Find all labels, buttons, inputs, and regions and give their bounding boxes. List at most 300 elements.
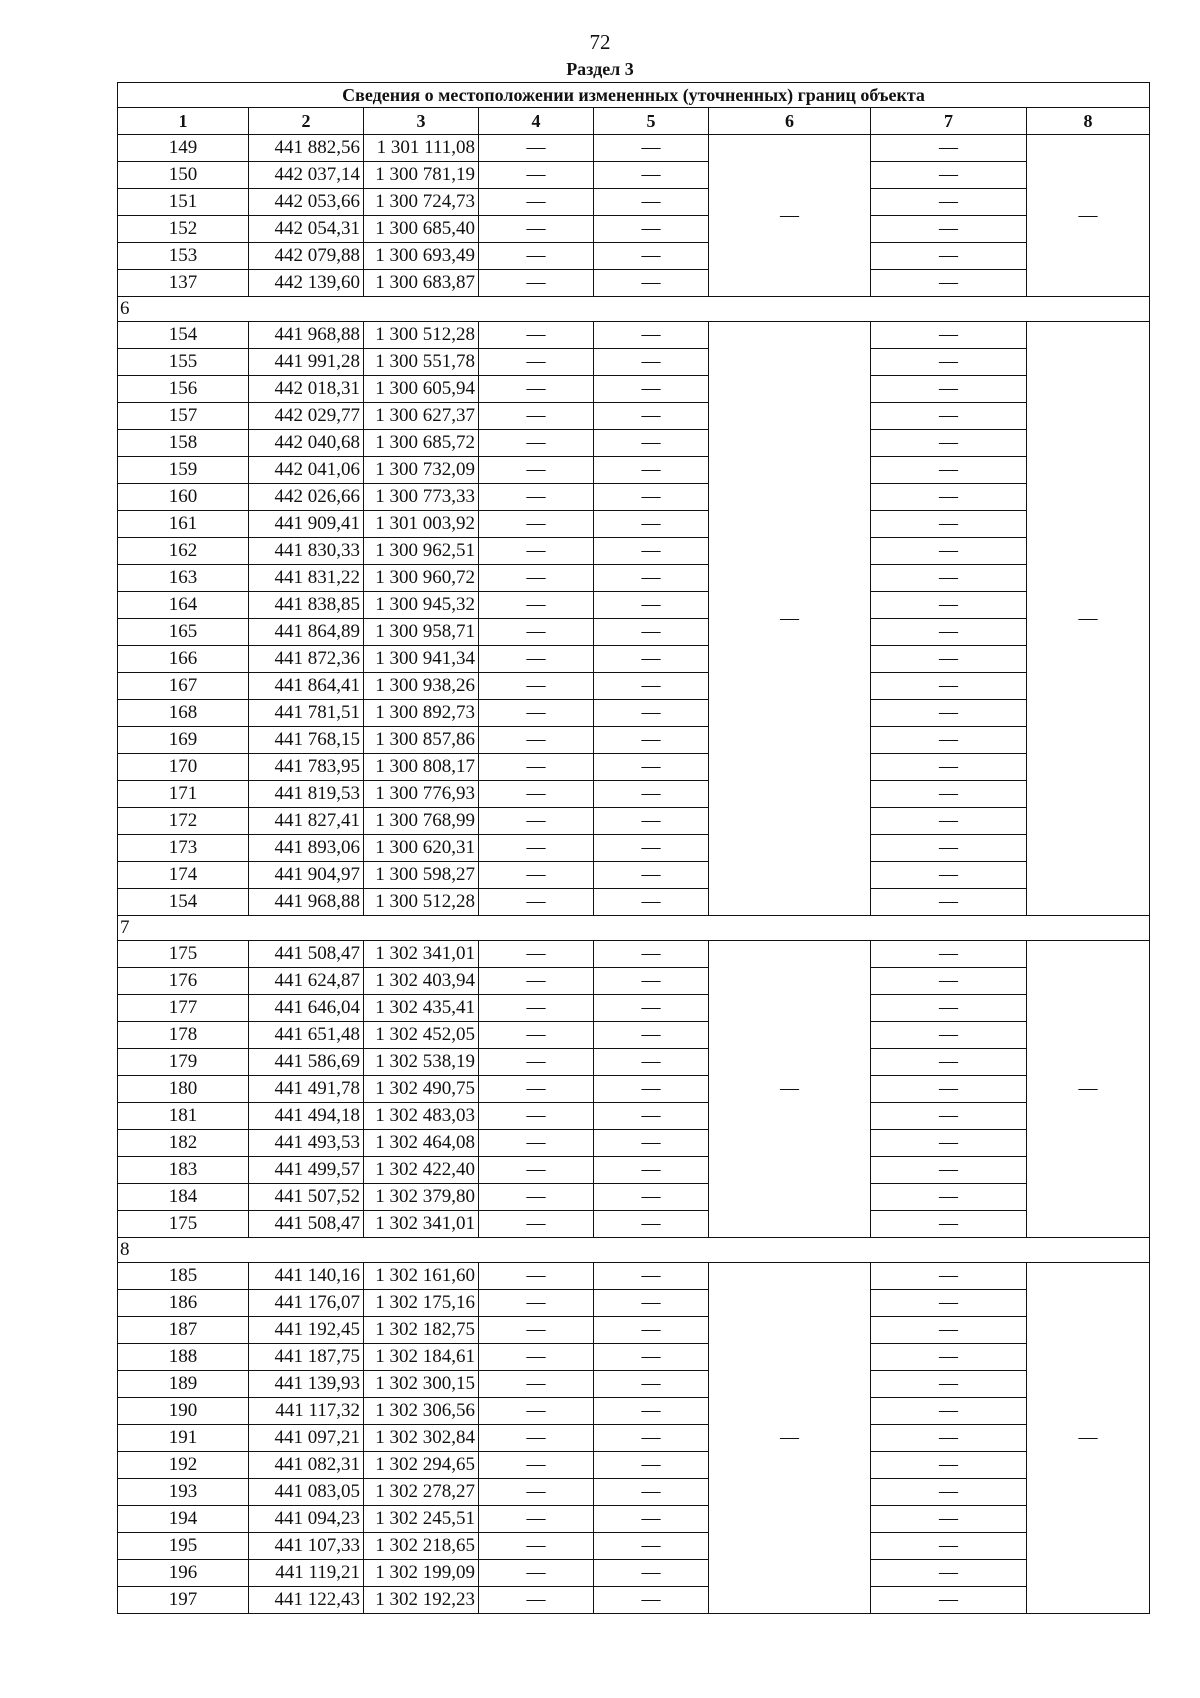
cell-col5: —	[594, 995, 709, 1022]
point-number: 179	[118, 1049, 249, 1076]
table-row	[118, 808, 1150, 835]
cell-col7: —	[871, 1184, 1027, 1211]
cell-col4: —	[479, 1263, 594, 1290]
cell-col7: —	[871, 700, 1027, 727]
coordinate-x: 442 053,66	[249, 189, 364, 216]
coordinate-y: 1 302 490,75	[364, 1076, 479, 1103]
table-row	[118, 941, 1150, 968]
table-row	[118, 862, 1150, 889]
cell-col7: —	[871, 430, 1027, 457]
cell-col7: —	[871, 781, 1027, 808]
coordinate-y: 1 300 941,34	[364, 646, 479, 673]
column-header: 8	[1027, 108, 1150, 135]
cell-col5: —	[594, 1452, 709, 1479]
point-number: 174	[118, 862, 249, 889]
cell-col4: —	[479, 1022, 594, 1049]
coordinate-y: 1 302 435,41	[364, 995, 479, 1022]
coordinate-y: 1 300 693,49	[364, 243, 479, 270]
cell-col7: —	[871, 1263, 1027, 1290]
table-row	[118, 1398, 1150, 1425]
cell-col7: —	[871, 1157, 1027, 1184]
cell-col4: —	[479, 1587, 594, 1614]
cell-col4: —	[479, 376, 594, 403]
coordinate-x: 441 893,06	[249, 835, 364, 862]
coordinate-y: 1 300 685,72	[364, 430, 479, 457]
merged-cell-col6: —	[709, 1263, 871, 1614]
coordinate-y: 1 301 111,08	[364, 135, 479, 162]
point-number: 193	[118, 1479, 249, 1506]
coordinate-x: 441 882,56	[249, 135, 364, 162]
table-row	[118, 243, 1150, 270]
coordinate-x: 442 054,31	[249, 216, 364, 243]
point-number: 165	[118, 619, 249, 646]
group-label: 6	[118, 297, 1150, 322]
coordinate-y: 1 300 732,09	[364, 457, 479, 484]
cell-col5: —	[594, 1398, 709, 1425]
coordinate-y: 1 300 620,31	[364, 835, 479, 862]
cell-col7: —	[871, 1479, 1027, 1506]
point-number: 185	[118, 1263, 249, 1290]
table-row	[118, 968, 1150, 995]
cell-col5: —	[594, 403, 709, 430]
table-row	[118, 835, 1150, 862]
point-number: 157	[118, 403, 249, 430]
coordinate-y: 1 302 184,61	[364, 1344, 479, 1371]
coordinate-x: 442 040,68	[249, 430, 364, 457]
coordinate-x: 441 864,89	[249, 619, 364, 646]
cell-col5: —	[594, 1425, 709, 1452]
cell-col4: —	[479, 754, 594, 781]
coordinate-x: 441 586,69	[249, 1049, 364, 1076]
coordinate-y: 1 302 161,60	[364, 1263, 479, 1290]
point-number: 162	[118, 538, 249, 565]
coordinate-y: 1 302 182,75	[364, 1317, 479, 1344]
cell-col5: —	[594, 1157, 709, 1184]
coordinate-y: 1 302 218,65	[364, 1533, 479, 1560]
cell-col5: —	[594, 565, 709, 592]
point-number: 161	[118, 511, 249, 538]
group-label: 8	[118, 1238, 1150, 1263]
coordinate-x: 441 968,88	[249, 889, 364, 916]
group-header-row	[118, 1238, 1150, 1263]
cell-col5: —	[594, 941, 709, 968]
point-number: 153	[118, 243, 249, 270]
point-number: 175	[118, 941, 249, 968]
cell-col5: —	[594, 376, 709, 403]
point-number: 151	[118, 189, 249, 216]
point-number: 154	[118, 322, 249, 349]
cell-col7: —	[871, 673, 1027, 700]
table-row	[118, 1425, 1150, 1452]
cell-col5: —	[594, 1022, 709, 1049]
cell-col7: —	[871, 592, 1027, 619]
column-header: 7	[871, 108, 1027, 135]
point-number: 158	[118, 430, 249, 457]
cell-col7: —	[871, 1398, 1027, 1425]
cell-col7: —	[871, 1130, 1027, 1157]
cell-col4: —	[479, 1317, 594, 1344]
cell-col4: —	[479, 1371, 594, 1398]
cell-col7: —	[871, 862, 1027, 889]
cell-col4: —	[479, 403, 594, 430]
point-number: 169	[118, 727, 249, 754]
point-number: 192	[118, 1452, 249, 1479]
cell-col4: —	[479, 592, 594, 619]
point-number: 191	[118, 1425, 249, 1452]
coordinate-x: 441 768,15	[249, 727, 364, 754]
point-number: 186	[118, 1290, 249, 1317]
point-number: 149	[118, 135, 249, 162]
coordinate-x: 442 079,88	[249, 243, 364, 270]
column-header: 1	[118, 108, 249, 135]
table-row	[118, 1587, 1150, 1614]
coordinate-x: 441 507,52	[249, 1184, 364, 1211]
point-number: 160	[118, 484, 249, 511]
coordinate-x: 441 904,97	[249, 862, 364, 889]
boundary-table	[117, 82, 1150, 1614]
coordinate-y: 1 302 294,65	[364, 1452, 479, 1479]
table-row	[118, 673, 1150, 700]
coordinate-x: 441 083,05	[249, 1479, 364, 1506]
point-number: 176	[118, 968, 249, 995]
table-row	[118, 1103, 1150, 1130]
cell-col4: —	[479, 1290, 594, 1317]
cell-col5: —	[594, 808, 709, 835]
cell-col5: —	[594, 781, 709, 808]
point-number: 164	[118, 592, 249, 619]
table-row	[118, 135, 1150, 162]
merged-cell-col8: —	[1027, 135, 1150, 297]
cell-col7: —	[871, 376, 1027, 403]
cell-col4: —	[479, 135, 594, 162]
section-title: Раздел 3	[566, 59, 634, 79]
cell-col4: —	[479, 808, 594, 835]
coordinate-y: 1 300 781,19	[364, 162, 479, 189]
cell-col4: —	[479, 619, 594, 646]
coordinate-y: 1 302 278,27	[364, 1479, 479, 1506]
coordinate-x: 441 094,23	[249, 1506, 364, 1533]
cell-col7: —	[871, 941, 1027, 968]
table-row	[118, 646, 1150, 673]
point-number: 175	[118, 1211, 249, 1238]
point-number: 183	[118, 1157, 249, 1184]
table-row	[118, 1263, 1150, 1290]
coordinate-x: 441 097,21	[249, 1425, 364, 1452]
cell-col7: —	[871, 457, 1027, 484]
cell-col4: —	[479, 457, 594, 484]
cell-col7: —	[871, 243, 1027, 270]
cell-col7: —	[871, 1425, 1027, 1452]
coordinate-x: 442 041,06	[249, 457, 364, 484]
cell-col7: —	[871, 1371, 1027, 1398]
point-number: 178	[118, 1022, 249, 1049]
coordinate-x: 441 082,31	[249, 1452, 364, 1479]
cell-col5: —	[594, 189, 709, 216]
cell-col7: —	[871, 1317, 1027, 1344]
point-number: 154	[118, 889, 249, 916]
coordinate-x: 442 037,14	[249, 162, 364, 189]
coordinate-y: 1 300 892,73	[364, 700, 479, 727]
table-row	[118, 1184, 1150, 1211]
coordinate-y: 1 301 003,92	[364, 511, 479, 538]
table-row	[118, 349, 1150, 376]
table-row	[118, 1479, 1150, 1506]
cell-col4: —	[479, 1506, 594, 1533]
merged-cell-col8: —	[1027, 1263, 1150, 1614]
cell-col7: —	[871, 808, 1027, 835]
point-number: 194	[118, 1506, 249, 1533]
cell-col5: —	[594, 430, 709, 457]
cell-col5: —	[594, 673, 709, 700]
coordinate-x: 441 119,21	[249, 1560, 364, 1587]
point-number: 166	[118, 646, 249, 673]
cell-col5: —	[594, 1076, 709, 1103]
coordinate-y: 1 302 300,15	[364, 1371, 479, 1398]
coordinate-y: 1 300 776,93	[364, 781, 479, 808]
page-number: 72	[589, 30, 611, 54]
coordinate-y: 1 300 683,87	[364, 270, 479, 297]
cell-col4: —	[479, 1533, 594, 1560]
cell-col4: —	[479, 1130, 594, 1157]
coordinate-y: 1 302 192,23	[364, 1587, 479, 1614]
point-number: 188	[118, 1344, 249, 1371]
cell-col5: —	[594, 862, 709, 889]
coordinate-x: 442 139,60	[249, 270, 364, 297]
table-row	[118, 565, 1150, 592]
table-row	[118, 538, 1150, 565]
cell-col4: —	[479, 1076, 594, 1103]
cell-col7: —	[871, 322, 1027, 349]
cell-col7: —	[871, 889, 1027, 916]
cell-col5: —	[594, 270, 709, 297]
coordinate-y: 1 302 483,03	[364, 1103, 479, 1130]
table-row	[118, 430, 1150, 457]
table-row	[118, 1076, 1150, 1103]
cell-col7: —	[871, 216, 1027, 243]
coordinate-y: 1 300 960,72	[364, 565, 479, 592]
table-row	[118, 995, 1150, 1022]
cell-col5: —	[594, 484, 709, 511]
coordinate-y: 1 302 538,19	[364, 1049, 479, 1076]
coordinate-x: 442 029,77	[249, 403, 364, 430]
coordinate-y: 1 300 958,71	[364, 619, 479, 646]
coordinate-y: 1 302 464,08	[364, 1130, 479, 1157]
merged-cell-col8: —	[1027, 322, 1150, 916]
cell-col5: —	[594, 1184, 709, 1211]
column-header: 6	[709, 108, 871, 135]
table-row	[118, 1049, 1150, 1076]
coordinate-y: 1 300 962,51	[364, 538, 479, 565]
coordinate-x: 441 494,18	[249, 1103, 364, 1130]
table-row	[118, 1022, 1150, 1049]
point-number: 184	[118, 1184, 249, 1211]
coordinate-x: 441 187,75	[249, 1344, 364, 1371]
cell-col4: —	[479, 270, 594, 297]
table-row	[118, 1290, 1150, 1317]
coordinate-x: 441 830,33	[249, 538, 364, 565]
coordinate-x: 441 872,36	[249, 646, 364, 673]
coordinate-y: 1 302 306,56	[364, 1398, 479, 1425]
column-header-row	[118, 108, 1150, 135]
cell-col4: —	[479, 430, 594, 457]
coordinate-x: 441 491,78	[249, 1076, 364, 1103]
cell-col7: —	[871, 968, 1027, 995]
cell-col7: —	[871, 1049, 1027, 1076]
coordinate-y: 1 300 808,17	[364, 754, 479, 781]
coordinate-x: 442 026,66	[249, 484, 364, 511]
point-number: 167	[118, 673, 249, 700]
cell-col7: —	[871, 189, 1027, 216]
coordinate-y: 1 300 724,73	[364, 189, 479, 216]
cell-col5: —	[594, 1211, 709, 1238]
coordinate-y: 1 300 551,78	[364, 349, 479, 376]
group-header-row	[118, 916, 1150, 941]
table-row	[118, 1506, 1150, 1533]
merged-cell-col6: —	[709, 135, 871, 297]
cell-col4: —	[479, 1049, 594, 1076]
table-row	[118, 1560, 1150, 1587]
table-caption-row	[118, 83, 1150, 108]
coordinate-x: 442 018,31	[249, 376, 364, 403]
table-row	[118, 700, 1150, 727]
coordinate-y: 1 302 341,01	[364, 941, 479, 968]
cell-col5: —	[594, 216, 709, 243]
point-number: 197	[118, 1587, 249, 1614]
cell-col7: —	[871, 1290, 1027, 1317]
point-number: 171	[118, 781, 249, 808]
cell-col5: —	[594, 1533, 709, 1560]
point-number: 195	[118, 1533, 249, 1560]
table-row	[118, 754, 1150, 781]
cell-col5: —	[594, 135, 709, 162]
coordinate-x: 441 139,93	[249, 1371, 364, 1398]
cell-col7: —	[871, 484, 1027, 511]
cell-col5: —	[594, 1049, 709, 1076]
cell-col4: —	[479, 538, 594, 565]
cell-col4: —	[479, 1479, 594, 1506]
point-number: 189	[118, 1371, 249, 1398]
cell-col4: —	[479, 995, 594, 1022]
cell-col5: —	[594, 1371, 709, 1398]
cell-col4: —	[479, 968, 594, 995]
coordinate-y: 1 300 605,94	[364, 376, 479, 403]
table-row	[118, 1211, 1150, 1238]
cell-col4: —	[479, 1344, 594, 1371]
coordinate-x: 441 968,88	[249, 322, 364, 349]
cell-col7: —	[871, 162, 1027, 189]
cell-col5: —	[594, 646, 709, 673]
cell-col5: —	[594, 1290, 709, 1317]
cell-col5: —	[594, 511, 709, 538]
cell-col5: —	[594, 889, 709, 916]
cell-col5: —	[594, 700, 709, 727]
coordinate-x: 441 909,41	[249, 511, 364, 538]
cell-col4: —	[479, 349, 594, 376]
cell-col4: —	[479, 189, 594, 216]
merged-cell-col8: —	[1027, 941, 1150, 1238]
coordinate-y: 1 302 199,09	[364, 1560, 479, 1587]
table-row	[118, 1130, 1150, 1157]
coordinate-y: 1 302 341,01	[364, 1211, 479, 1238]
point-number: 159	[118, 457, 249, 484]
table-row	[118, 619, 1150, 646]
point-number: 180	[118, 1076, 249, 1103]
coordinate-x: 441 508,47	[249, 1211, 364, 1238]
cell-col5: —	[594, 1317, 709, 1344]
cell-col4: —	[479, 941, 594, 968]
table-row	[118, 781, 1150, 808]
cell-col4: —	[479, 216, 594, 243]
cell-col4: —	[479, 1425, 594, 1452]
coordinate-x: 441 651,48	[249, 1022, 364, 1049]
cell-col4: —	[479, 889, 594, 916]
table-row	[118, 511, 1150, 538]
table-row	[118, 376, 1150, 403]
point-number: 177	[118, 995, 249, 1022]
table-row	[118, 322, 1150, 349]
table-row	[118, 270, 1150, 297]
point-number: 163	[118, 565, 249, 592]
coordinate-y: 1 302 379,80	[364, 1184, 479, 1211]
cell-col5: —	[594, 754, 709, 781]
coordinate-y: 1 300 685,40	[364, 216, 479, 243]
coordinate-x: 441 122,43	[249, 1587, 364, 1614]
cell-col5: —	[594, 1103, 709, 1130]
cell-col5: —	[594, 1263, 709, 1290]
cell-col7: —	[871, 646, 1027, 673]
coordinate-x: 441 140,16	[249, 1263, 364, 1290]
point-number: 152	[118, 216, 249, 243]
column-header: 3	[364, 108, 479, 135]
coordinate-x: 441 624,87	[249, 968, 364, 995]
cell-col4: —	[479, 1157, 594, 1184]
coordinate-x: 441 781,51	[249, 700, 364, 727]
group-label: 7	[118, 916, 1150, 941]
cell-col4: —	[479, 646, 594, 673]
coordinate-x: 441 176,07	[249, 1290, 364, 1317]
coordinate-y: 1 300 773,33	[364, 484, 479, 511]
table-row	[118, 1317, 1150, 1344]
cell-col4: —	[479, 565, 594, 592]
point-number: 173	[118, 835, 249, 862]
coordinate-y: 1 302 403,94	[364, 968, 479, 995]
cell-col4: —	[479, 322, 594, 349]
cell-col5: —	[594, 1560, 709, 1587]
cell-col7: —	[871, 1533, 1027, 1560]
cell-col7: —	[871, 1560, 1027, 1587]
coordinate-y: 1 300 768,99	[364, 808, 479, 835]
point-number: 168	[118, 700, 249, 727]
cell-col4: —	[479, 700, 594, 727]
cell-col4: —	[479, 484, 594, 511]
coordinate-y: 1 302 175,16	[364, 1290, 479, 1317]
cell-col5: —	[594, 835, 709, 862]
cell-col4: —	[479, 162, 594, 189]
coordinate-x: 441 783,95	[249, 754, 364, 781]
cell-col7: —	[871, 995, 1027, 1022]
cell-col5: —	[594, 538, 709, 565]
coordinate-y: 1 302 245,51	[364, 1506, 479, 1533]
point-number: 172	[118, 808, 249, 835]
coordinate-x: 441 499,57	[249, 1157, 364, 1184]
cell-col5: —	[594, 457, 709, 484]
cell-col4: —	[479, 1560, 594, 1587]
cell-col4: —	[479, 1184, 594, 1211]
cell-col7: —	[871, 835, 1027, 862]
coordinate-y: 1 300 938,26	[364, 673, 479, 700]
point-number: 190	[118, 1398, 249, 1425]
cell-col7: —	[871, 135, 1027, 162]
